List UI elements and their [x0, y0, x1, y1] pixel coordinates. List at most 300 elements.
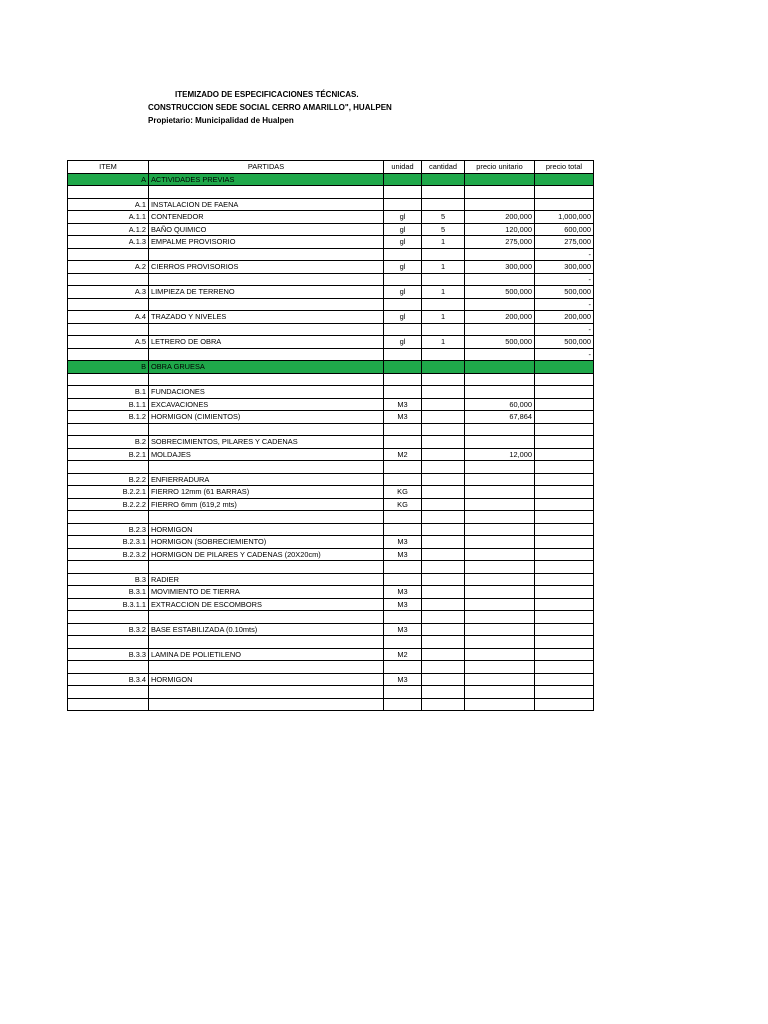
quantity-cell: [422, 586, 465, 599]
quantity-cell: 1: [422, 311, 465, 324]
item-cell: B.1.1: [68, 398, 149, 411]
total-price-cell: [535, 361, 594, 374]
column-header-item: ITEM: [68, 161, 149, 174]
item-cell: B.3.4: [68, 673, 149, 686]
unit-cell: [384, 698, 422, 711]
quantity-cell: [422, 461, 465, 474]
item-cell: B.3.1: [68, 586, 149, 599]
unit-cell: [384, 361, 422, 374]
description-cell: CIERROS PROVISORIOS: [149, 261, 384, 274]
unit-price-cell: [465, 298, 535, 311]
document-header: [148, 88, 392, 127]
description-cell: EXCAVACIONES: [149, 398, 384, 411]
quantity-cell: [422, 423, 465, 436]
unit-price-cell: [465, 273, 535, 286]
total-price-cell: [535, 673, 594, 686]
total-price-cell: 300,000: [535, 261, 594, 274]
quantity-cell: [422, 548, 465, 561]
description-cell: EMPALME PROVISORIO: [149, 236, 384, 249]
unit-cell: gl: [384, 211, 422, 224]
unit-price-cell: 120,000: [465, 223, 535, 236]
description-cell: BAÑO QUIMICO: [149, 223, 384, 236]
description-cell: LETRERO DE OBRA: [149, 336, 384, 349]
unit-price-cell: [465, 173, 535, 186]
column-header-precio-unitario: precio unitario: [465, 161, 535, 174]
quantity-cell: [422, 536, 465, 549]
quantity-cell: 1: [422, 236, 465, 249]
total-price-cell: 500,000: [535, 336, 594, 349]
table-row: [68, 261, 594, 274]
total-price-cell: [535, 511, 594, 524]
item-cell: B.3.1.1: [68, 598, 149, 611]
description-cell: [149, 248, 384, 261]
table-row: [68, 673, 594, 686]
total-price-cell: [535, 598, 594, 611]
unit-cell: [384, 611, 422, 624]
unit-price-cell: [465, 673, 535, 686]
total-price-cell: 200,000: [535, 311, 594, 324]
unit-cell: [384, 198, 422, 211]
unit-price-cell: [465, 611, 535, 624]
item-cell: B.1: [68, 386, 149, 399]
unit-cell: gl: [384, 236, 422, 249]
total-price-cell: [535, 186, 594, 199]
total-price-cell: [535, 436, 594, 449]
quantity-cell: [422, 598, 465, 611]
blank-row: [68, 423, 594, 436]
table-row: [68, 523, 594, 536]
description-cell: [149, 423, 384, 436]
specifications-table: [67, 160, 594, 711]
description-cell: LIMPIEZA DE TERRENO: [149, 286, 384, 299]
item-cell: B.2.2.2: [68, 498, 149, 511]
unit-cell: M3: [384, 623, 422, 636]
description-cell: [149, 186, 384, 199]
unit-price-cell: 500,000: [465, 336, 535, 349]
description-cell: OBRA GRUESA: [149, 361, 384, 374]
table-row: [68, 336, 594, 349]
total-price-cell: [535, 611, 594, 624]
unit-cell: M3: [384, 586, 422, 599]
quantity-cell: [422, 386, 465, 399]
item-cell: A.4: [68, 311, 149, 324]
column-header-precio-total: precio total: [535, 161, 594, 174]
unit-price-cell: 300,000: [465, 261, 535, 274]
column-header-partidas: PARTIDAS: [149, 161, 384, 174]
quantity-cell: [422, 173, 465, 186]
total-price-cell: [535, 623, 594, 636]
blank-row: [68, 186, 594, 199]
quantity-cell: [422, 573, 465, 586]
unit-cell: [384, 248, 422, 261]
item-cell: [68, 686, 149, 699]
item-cell: [68, 511, 149, 524]
quantity-cell: 5: [422, 223, 465, 236]
unit-price-cell: [465, 586, 535, 599]
item-cell: A.2: [68, 261, 149, 274]
table-row: [68, 323, 594, 336]
unit-cell: gl: [384, 223, 422, 236]
description-cell: HORMIGON (SOBRECIEMIENTO): [149, 536, 384, 549]
unit-price-cell: 12,000: [465, 448, 535, 461]
blank-row: [68, 561, 594, 574]
description-cell: MOLDAJES: [149, 448, 384, 461]
item-cell: [68, 423, 149, 436]
unit-price-cell: [465, 573, 535, 586]
item-cell: B.2.3: [68, 523, 149, 536]
unit-price-cell: [465, 248, 535, 261]
unit-cell: M2: [384, 448, 422, 461]
total-price-cell: 275,000: [535, 236, 594, 249]
unit-cell: M3: [384, 398, 422, 411]
unit-price-cell: [465, 698, 535, 711]
item-cell: [68, 373, 149, 386]
item-cell: A.1: [68, 198, 149, 211]
item-cell: B.3.3: [68, 648, 149, 661]
unit-cell: [384, 323, 422, 336]
unit-price-cell: [465, 661, 535, 674]
quantity-cell: [422, 373, 465, 386]
total-price-cell: -: [535, 298, 594, 311]
unit-cell: gl: [384, 261, 422, 274]
description-cell: RADIER: [149, 573, 384, 586]
description-cell: [149, 348, 384, 361]
unit-cell: KG: [384, 498, 422, 511]
unit-cell: [384, 436, 422, 449]
unit-price-cell: [465, 461, 535, 474]
project-name: CONSTRUCCION SEDE SOCIAL CERRO AMARILLO", HUALPEN: [148, 103, 392, 112]
unit-cell: M3: [384, 536, 422, 549]
unit-price-cell: [465, 623, 535, 636]
description-cell: [149, 323, 384, 336]
table-row: [68, 411, 594, 424]
quantity-cell: [422, 248, 465, 261]
quantity-cell: [422, 298, 465, 311]
item-cell: B.3.2: [68, 623, 149, 636]
item-cell: [68, 298, 149, 311]
total-price-cell: [535, 573, 594, 586]
unit-price-cell: [465, 423, 535, 436]
quantity-cell: [422, 348, 465, 361]
item-cell: [68, 186, 149, 199]
item-cell: A.1.3: [68, 236, 149, 249]
table-row: [68, 348, 594, 361]
description-cell: [149, 636, 384, 649]
total-price-cell: [535, 473, 594, 486]
owner-line: Propietario: Municipalidad de Hualpen: [148, 116, 294, 125]
unit-price-cell: [465, 523, 535, 536]
unit-cell: [384, 186, 422, 199]
table-row: [68, 498, 594, 511]
description-cell: HORMIGON (CIMIENTOS): [149, 411, 384, 424]
total-price-cell: [535, 661, 594, 674]
unit-price-cell: [465, 473, 535, 486]
item-cell: B: [68, 361, 149, 374]
quantity-cell: [422, 636, 465, 649]
item-cell: B.2.3.2: [68, 548, 149, 561]
quantity-cell: [422, 511, 465, 524]
unit-cell: M2: [384, 648, 422, 661]
unit-price-cell: [465, 436, 535, 449]
quantity-cell: [422, 661, 465, 674]
unit-price-cell: 500,000: [465, 286, 535, 299]
total-price-cell: [535, 561, 594, 574]
unit-cell: [384, 686, 422, 699]
total-price-cell: [535, 498, 594, 511]
total-price-cell: [535, 386, 594, 399]
item-cell: [68, 561, 149, 574]
total-price-cell: [535, 698, 594, 711]
item-cell: B.2.1: [68, 448, 149, 461]
item-cell: [68, 348, 149, 361]
total-price-cell: [535, 486, 594, 499]
table-row: [68, 473, 594, 486]
unit-cell: [384, 386, 422, 399]
unit-price-cell: 200,000: [465, 211, 535, 224]
table-row: [68, 298, 594, 311]
total-price-cell: [535, 548, 594, 561]
item-cell: A.1.2: [68, 223, 149, 236]
item-cell: [68, 698, 149, 711]
total-price-cell: [535, 461, 594, 474]
description-cell: CONTENEDOR: [149, 211, 384, 224]
blank-row: [68, 698, 594, 711]
item-cell: A: [68, 173, 149, 186]
item-cell: B.2.2: [68, 473, 149, 486]
description-cell: EXTRACCION DE ESCOMBORS: [149, 598, 384, 611]
table-row: [68, 486, 594, 499]
table-body: [68, 173, 594, 711]
table-row: [68, 436, 594, 449]
quantity-cell: [422, 273, 465, 286]
description-cell: HORMIGON: [149, 673, 384, 686]
total-price-cell: [535, 636, 594, 649]
blank-row: [68, 661, 594, 674]
unit-price-cell: [465, 186, 535, 199]
description-cell: [149, 461, 384, 474]
unit-price-cell: [465, 598, 535, 611]
total-price-cell: [535, 448, 594, 461]
unit-cell: gl: [384, 336, 422, 349]
table-row: [68, 223, 594, 236]
description-cell: ACTIVIDADES PREVIAS: [149, 173, 384, 186]
table-row: [68, 236, 594, 249]
item-cell: [68, 461, 149, 474]
total-price-cell: -: [535, 348, 594, 361]
unit-price-cell: [465, 373, 535, 386]
unit-cell: M3: [384, 548, 422, 561]
total-price-cell: 600,000: [535, 223, 594, 236]
unit-cell: [384, 423, 422, 436]
quantity-cell: [422, 323, 465, 336]
unit-price-cell: [465, 536, 535, 549]
unit-price-cell: [465, 561, 535, 574]
item-cell: [68, 661, 149, 674]
description-cell: [149, 661, 384, 674]
total-price-cell: [535, 686, 594, 699]
description-cell: FUNDACIONES: [149, 386, 384, 399]
description-cell: FIERRO 6mm (619,2 mts): [149, 498, 384, 511]
table-row: [68, 311, 594, 324]
quantity-cell: 1: [422, 336, 465, 349]
section-row: [68, 361, 594, 374]
description-cell: HORMIGON DE PILARES Y CADENAS (20X20cm): [149, 548, 384, 561]
table-row: [68, 398, 594, 411]
unit-cell: [384, 298, 422, 311]
unit-cell: M3: [384, 673, 422, 686]
total-price-cell: [535, 198, 594, 211]
quantity-cell: [422, 623, 465, 636]
unit-price-cell: [465, 648, 535, 661]
total-price-cell: 1,000,000: [535, 211, 594, 224]
table-row: [68, 386, 594, 399]
item-cell: B.1.2: [68, 411, 149, 424]
unit-cell: [384, 348, 422, 361]
quantity-cell: [422, 436, 465, 449]
table-row: [68, 248, 594, 261]
unit-price-cell: 200,000: [465, 311, 535, 324]
unit-cell: M3: [384, 598, 422, 611]
blank-row: [68, 611, 594, 624]
item-cell: [68, 636, 149, 649]
unit-cell: [384, 273, 422, 286]
description-cell: FIERRO 12mm (61 BARRAS): [149, 486, 384, 499]
unit-price-cell: [465, 686, 535, 699]
table-row: [68, 648, 594, 661]
table-row: [68, 448, 594, 461]
table-row: [68, 211, 594, 224]
description-cell: [149, 273, 384, 286]
quantity-cell: [422, 523, 465, 536]
description-cell: HORMIGON: [149, 523, 384, 536]
column-header-unidad: unidad: [384, 161, 422, 174]
total-price-cell: [535, 173, 594, 186]
description-cell: TRAZADO Y NIVELES: [149, 311, 384, 324]
unit-price-cell: [465, 486, 535, 499]
quantity-cell: [422, 686, 465, 699]
table-row: [68, 548, 594, 561]
item-cell: B.2.2.1: [68, 486, 149, 499]
description-cell: [149, 298, 384, 311]
description-cell: LAMINA DE POLIETILENO: [149, 648, 384, 661]
unit-cell: [384, 473, 422, 486]
total-price-cell: [535, 586, 594, 599]
unit-cell: [384, 573, 422, 586]
unit-price-cell: [465, 548, 535, 561]
section-row: [68, 173, 594, 186]
quantity-cell: [422, 648, 465, 661]
total-price-cell: [535, 373, 594, 386]
item-cell: A.1.1: [68, 211, 149, 224]
total-price-cell: -: [535, 273, 594, 286]
unit-cell: [384, 523, 422, 536]
quantity-cell: [422, 186, 465, 199]
table-row: [68, 623, 594, 636]
blank-row: [68, 636, 594, 649]
blank-row: [68, 686, 594, 699]
quantity-cell: [422, 486, 465, 499]
description-cell: SOBRECIMIENTOS, PILARES Y CADENAS: [149, 436, 384, 449]
description-cell: [149, 686, 384, 699]
total-price-cell: [535, 648, 594, 661]
item-cell: [68, 248, 149, 261]
column-header-cantidad: cantidad: [422, 161, 465, 174]
unit-cell: [384, 561, 422, 574]
quantity-cell: [422, 398, 465, 411]
item-cell: A.3: [68, 286, 149, 299]
blank-row: [68, 461, 594, 474]
item-cell: B.2: [68, 436, 149, 449]
description-cell: [149, 611, 384, 624]
table-row: [68, 586, 594, 599]
unit-price-cell: [465, 361, 535, 374]
unit-cell: [384, 173, 422, 186]
item-cell: A.5: [68, 336, 149, 349]
description-cell: [149, 561, 384, 574]
quantity-cell: [422, 498, 465, 511]
quantity-cell: [422, 448, 465, 461]
item-cell: [68, 611, 149, 624]
total-price-cell: -: [535, 323, 594, 336]
unit-price-cell: 67,864: [465, 411, 535, 424]
blank-row: [68, 511, 594, 524]
table-row: [68, 573, 594, 586]
table-row: [68, 198, 594, 211]
quantity-cell: 5: [422, 211, 465, 224]
total-price-cell: 500,000: [535, 286, 594, 299]
unit-price-cell: 60,000: [465, 398, 535, 411]
table-row: [68, 598, 594, 611]
table-header-row: [68, 161, 594, 174]
unit-price-cell: [465, 198, 535, 211]
unit-price-cell: 275,000: [465, 236, 535, 249]
blank-row: [68, 373, 594, 386]
unit-price-cell: [465, 386, 535, 399]
total-price-cell: [535, 423, 594, 436]
unit-price-cell: [465, 498, 535, 511]
quantity-cell: [422, 561, 465, 574]
description-cell: INSTALACION DE FAENA: [149, 198, 384, 211]
total-price-cell: [535, 523, 594, 536]
description-cell: [149, 511, 384, 524]
quantity-cell: [422, 198, 465, 211]
unit-cell: M3: [384, 411, 422, 424]
unit-cell: KG: [384, 486, 422, 499]
total-price-cell: -: [535, 248, 594, 261]
description-cell: BASE ESTABILIZADA (0.10mts): [149, 623, 384, 636]
quantity-cell: 1: [422, 286, 465, 299]
quantity-cell: [422, 411, 465, 424]
unit-cell: [384, 373, 422, 386]
quantity-cell: 1: [422, 261, 465, 274]
table-row: [68, 286, 594, 299]
unit-cell: [384, 461, 422, 474]
description-cell: [149, 373, 384, 386]
unit-cell: gl: [384, 286, 422, 299]
unit-cell: [384, 661, 422, 674]
description-cell: ENFIERRADURA: [149, 473, 384, 486]
quantity-cell: [422, 698, 465, 711]
quantity-cell: [422, 361, 465, 374]
total-price-cell: [535, 398, 594, 411]
unit-cell: [384, 636, 422, 649]
unit-cell: gl: [384, 311, 422, 324]
quantity-cell: [422, 611, 465, 624]
unit-price-cell: [465, 348, 535, 361]
description-cell: [149, 698, 384, 711]
unit-price-cell: [465, 323, 535, 336]
unit-price-cell: [465, 511, 535, 524]
